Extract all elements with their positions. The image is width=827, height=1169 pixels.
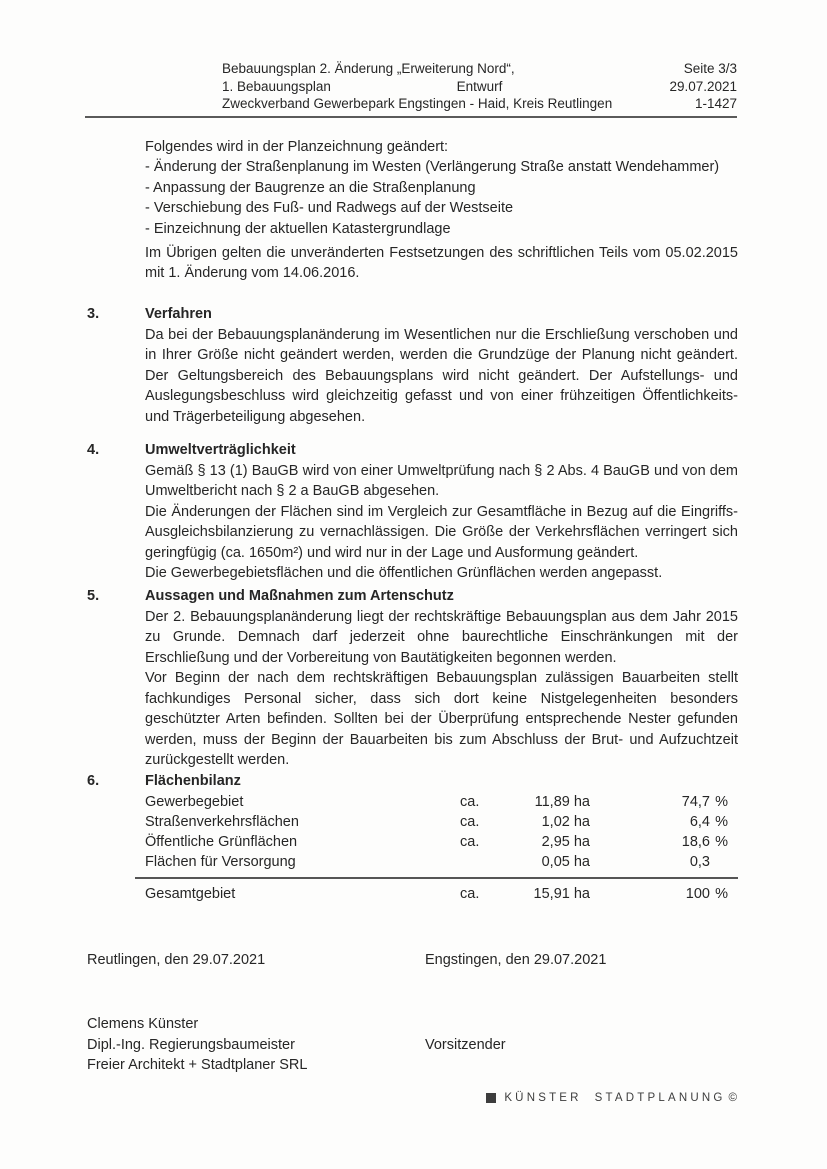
change-list-item: - Verschiebung des Fuß- und Radwegs auf der Westseite — [145, 200, 514, 217]
signature-right-date: Engstingen, den 29.07.2021 — [425, 952, 607, 968]
table-row — [145, 792, 738, 812]
row-area: 2,95 ha — [541, 833, 590, 850]
page-header — [222, 60, 737, 113]
section-number: 5. — [87, 588, 100, 604]
table-total-row — [145, 884, 738, 904]
note-paragraph: Im Übrigen gelten die unveränderten Festsetzungen des schriftlichen Teils vom 05.02.2015 mit 1. Änderung vom 14.06.2016. — [145, 245, 738, 282]
section-paragraph: Vor Beginn der nach dem rechtskräftigen Bebauungsplan zulässigen Bauarbeiten stellt fachkundiges Personal sicher, dass sich dort keine Nistgelegenheiten besonders geschützter Arten befinden. Sollten bei der Überprüfung entsprechende Nester gefunden werden, muss der Beginn der Bauarbeiten bis zum Abschluss der Brut- und Aufzuchtzeit zurückgestellt werden. — [145, 670, 738, 768]
header-line-2 — [222, 78, 737, 96]
header-organization: Zweckverband Gewerbepark Engstingen - Haid, Kreis Reutlingen — [222, 96, 613, 111]
row-ca: ca. — [460, 833, 480, 850]
table-row — [145, 832, 738, 852]
section-paragraph: Die Gewerbegebietsflächen und die öffentlichen Grünflächen werden angepasst. — [145, 565, 663, 581]
header-doc-subtitle: 1. Bebauungsplan — [222, 78, 331, 94]
section-flaechenbilanz — [87, 771, 738, 904]
change-list-item: - Änderung der Straßenplanung im Westen (Verlängerung Straße anstatt Wendehammer) — [145, 159, 720, 176]
header-line-1 — [222, 60, 737, 78]
header-draft-status: Entwurf — [456, 78, 503, 94]
section-title: Aussagen und Maßnahmen zum Artenschutz — [145, 588, 454, 604]
signature-names — [87, 1014, 738, 1076]
section-number: 3. — [87, 306, 100, 322]
section-paragraph: Die Änderungen der Flächen sind im Vergleich zur Gesamtfläche in Bezug auf die Eingriffs- Ausgleichsbilanzierung zu vernachlässigen. Die Größe der Verkehrsflächen verringert sich geringfügig (ca. 1650m²) und wird nur in der Lage und Ausformung geändert. — [145, 503, 738, 561]
intro-block — [145, 137, 738, 239]
table-row — [145, 812, 738, 832]
section-number: 6. — [87, 773, 100, 789]
signature-dates — [87, 950, 738, 970]
row-percent: 0,3 — [689, 853, 710, 870]
row-percent-sign: % — [715, 833, 728, 850]
row-area: 15,91 ha — [533, 885, 590, 902]
footer-brand — [486, 1092, 737, 1104]
header-page-number: Seite 3/3 — [683, 61, 737, 76]
section-title: Flächenbilanz — [145, 773, 241, 789]
signatory-title: Dipl.-Ing. Regierungsbaumeister — [87, 1036, 295, 1053]
change-list-item: - Anpassung der Baugrenze an die Straßenplanung — [145, 179, 476, 196]
row-percent-sign: % — [715, 813, 728, 830]
signatory-title: Freier Architekt + Stadtplaner SRL — [87, 1057, 308, 1073]
row-ca: ca. — [460, 793, 480, 810]
row-area: 1,02 ha — [541, 813, 590, 830]
copyright-sign: © — [728, 1092, 737, 1104]
row-ca — [460, 852, 500, 872]
signatory-name: Clemens Künster — [87, 1016, 199, 1032]
change-list-item: - Einzeichnung der aktuellen Katastergrundlage — [145, 220, 451, 237]
row-area: 0,05 ha — [541, 853, 590, 870]
row-ca: ca. — [460, 885, 480, 902]
section-paragraph: Der 2. Bebauungsplanänderung liegt der rechtskräftige Bebauungsplan aus dem Jahr 2015 zu Grunde. Demnach darf jederzeit ohne baurechtliche Einschränkungen mit der Erschließung und der Vorbereitung von Bautätigkeiten begonnen werden. — [145, 608, 738, 666]
section-artenschutz — [87, 586, 738, 771]
header-date: 29.07.2021 — [669, 78, 738, 94]
section-title: Verfahren — [145, 306, 212, 322]
header-line-3 — [222, 95, 737, 113]
row-label: Straßenverkehrsflächen — [145, 813, 299, 830]
table-total-divider — [135, 877, 738, 879]
header-doc-title: Bebauungsplan 2. Änderung „Erweiterung Nord“, — [222, 61, 515, 76]
header-divider — [85, 116, 737, 118]
section-paragraph: Da bei der Bebauungsplanänderung im Wesentlichen nur die Erschließung verschoben und in Ihrer Größe nicht geändert werden, werden die Grundzüge der Planung nicht geändert. Der Geltungsbereich des Bebauungsplans wird nicht geändert. Der Aufstellungs- und Auslegungsbeschluss wird gleichzeitig gefasst und von einer frühzeitigen Öffentlichkeits- und Trägerbeteiligung abgesehen. — [145, 326, 738, 425]
header-file-number: 1-1427 — [694, 96, 737, 111]
row-area: 11,89 ha — [534, 793, 590, 810]
row-label: Öffentliche Grünflächen — [145, 833, 298, 850]
section-verfahren — [87, 304, 738, 427]
brand-type: STADTPLANUNG — [594, 1092, 726, 1104]
brand-square-icon — [486, 1093, 496, 1103]
signature-left-date: Reutlingen, den 29.07.2021 — [87, 952, 266, 968]
signatory-role: Vorsitzender — [425, 1036, 506, 1053]
row-percent: 74,7 — [681, 793, 710, 810]
section-umweltvertraeglichkeit — [87, 440, 738, 584]
row-percent: 18,6 — [681, 833, 710, 850]
section-title: Umweltverträglichkeit — [145, 442, 296, 458]
row-label: Flächen für Versorgung — [145, 853, 296, 870]
row-percent-sign: % — [715, 885, 728, 902]
row-percent: 100 — [685, 885, 710, 902]
section-number: 4. — [87, 442, 100, 458]
row-percent-sign — [710, 852, 728, 872]
row-percent: 6,4 — [689, 813, 710, 830]
row-ca: ca. — [460, 813, 480, 830]
row-percent-sign: % — [715, 793, 728, 810]
row-label: Gewerbegebiet — [145, 793, 244, 810]
row-label: Gesamtgebiet — [145, 885, 236, 902]
section-paragraph: Gemäß § 13 (1) BauGB wird von einer Umweltprüfung nach § 2 Abs. 4 BauGB und von dem Umweltbericht nach § 2 a BauGB abgesehen. — [145, 462, 738, 499]
table-row — [145, 852, 738, 872]
brand-name: KÜNSTER — [504, 1092, 582, 1104]
area-table — [145, 792, 738, 872]
intro-lead: Folgendes wird in der Planzeichnung geändert: — [145, 139, 449, 155]
